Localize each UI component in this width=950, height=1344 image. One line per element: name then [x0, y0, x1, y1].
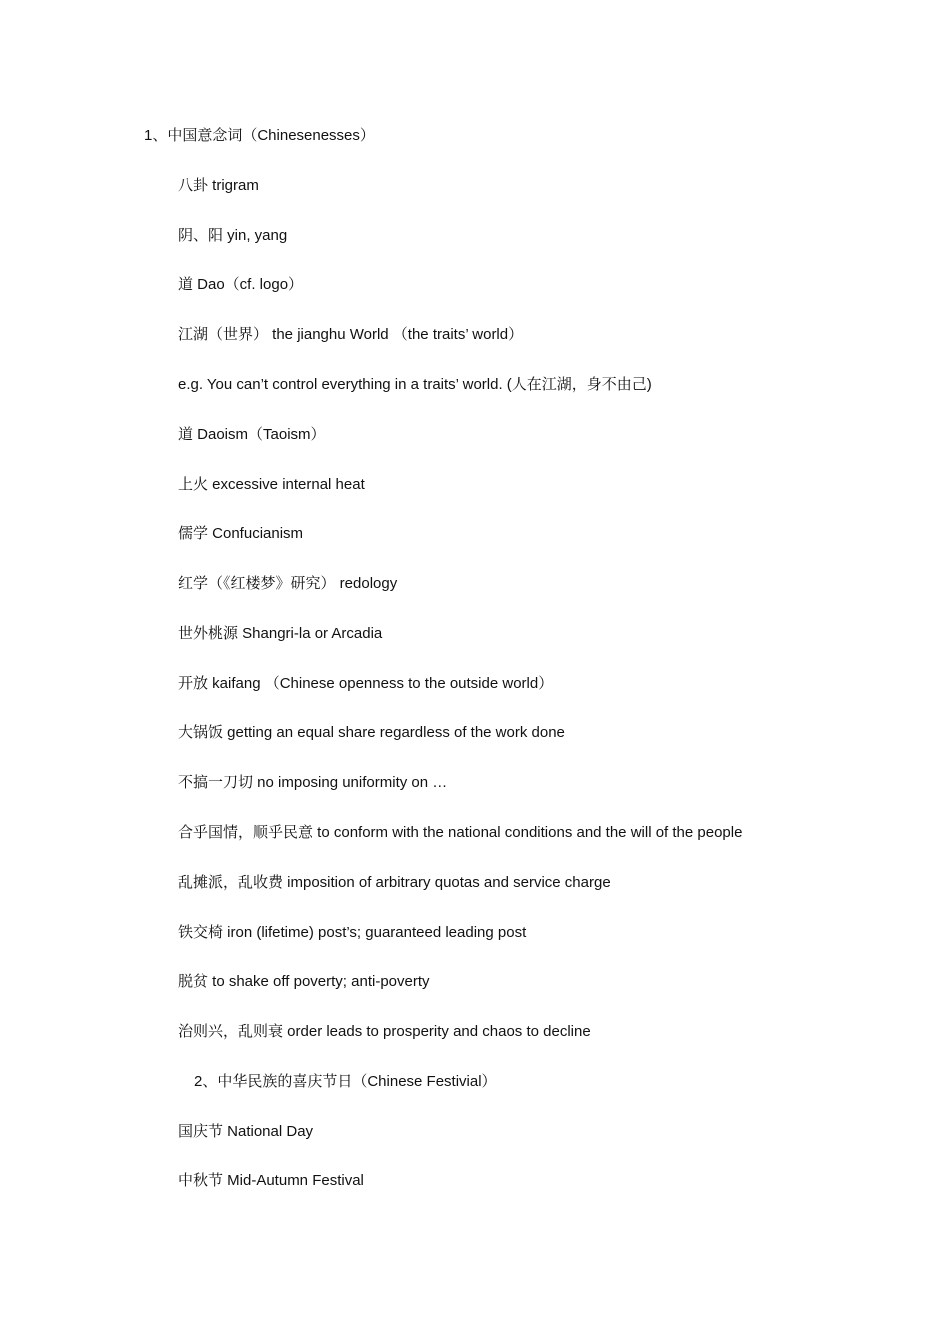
list-item: 开放 kaifang （Chinese openness to the outside world） — [178, 675, 554, 692]
list-item: 上火 excessive internal heat — [178, 476, 365, 493]
list-item: e.g. You can’t control everything in a traits’ world. (人在江湖，身不由己) — [178, 376, 652, 393]
list-item: 阴、阳 yin, yang — [178, 227, 288, 244]
list-item: 道 Dao（cf. logo） — [178, 276, 304, 293]
list-item: 红学（《红楼梦》研究） redology — [178, 575, 398, 592]
list-item: 国庆节 National Day — [178, 1123, 314, 1140]
list-item: 乱摊派，乱收费 imposition of arbitrary quotas and service charge — [178, 874, 611, 891]
list-item: 道 Daoism（Taoism） — [178, 426, 326, 443]
list-item: 八卦 trigram — [178, 177, 259, 194]
list-item: 不搞一刀切 no imposing uniformity on … — [178, 774, 448, 791]
list-item: 合乎国情，顺乎民意 to conform with the national conditions and the will of the people — [178, 824, 743, 841]
list-item: 世外桃源 Shangri-la or Arcadia — [178, 625, 383, 642]
section-heading-chinese-festival: 2、中华民族的喜庆节日（Chinese Festivial） — [194, 1073, 497, 1090]
list-item: 铁交椅 iron (lifetime) post’s; guaranteed leading post — [178, 924, 527, 941]
list-item: 大锅饭 getting an equal share regardless of the work done — [178, 724, 565, 741]
list-item: 治则兴，乱则衰 order leads to prosperity and chaos to decline — [178, 1023, 591, 1040]
list-item: 中秋节 Mid-Autumn Festival — [178, 1172, 364, 1189]
list-item: 儒学 Confucianism — [178, 525, 304, 542]
list-item: 江湖（世界） the jianghu World （the traits’ world） — [178, 326, 524, 343]
section-heading-chinesenesses: 1、中国意念词（Chinesenesses） — [144, 127, 375, 144]
list-item: 脱贫 to shake off poverty; anti-poverty — [178, 973, 430, 990]
